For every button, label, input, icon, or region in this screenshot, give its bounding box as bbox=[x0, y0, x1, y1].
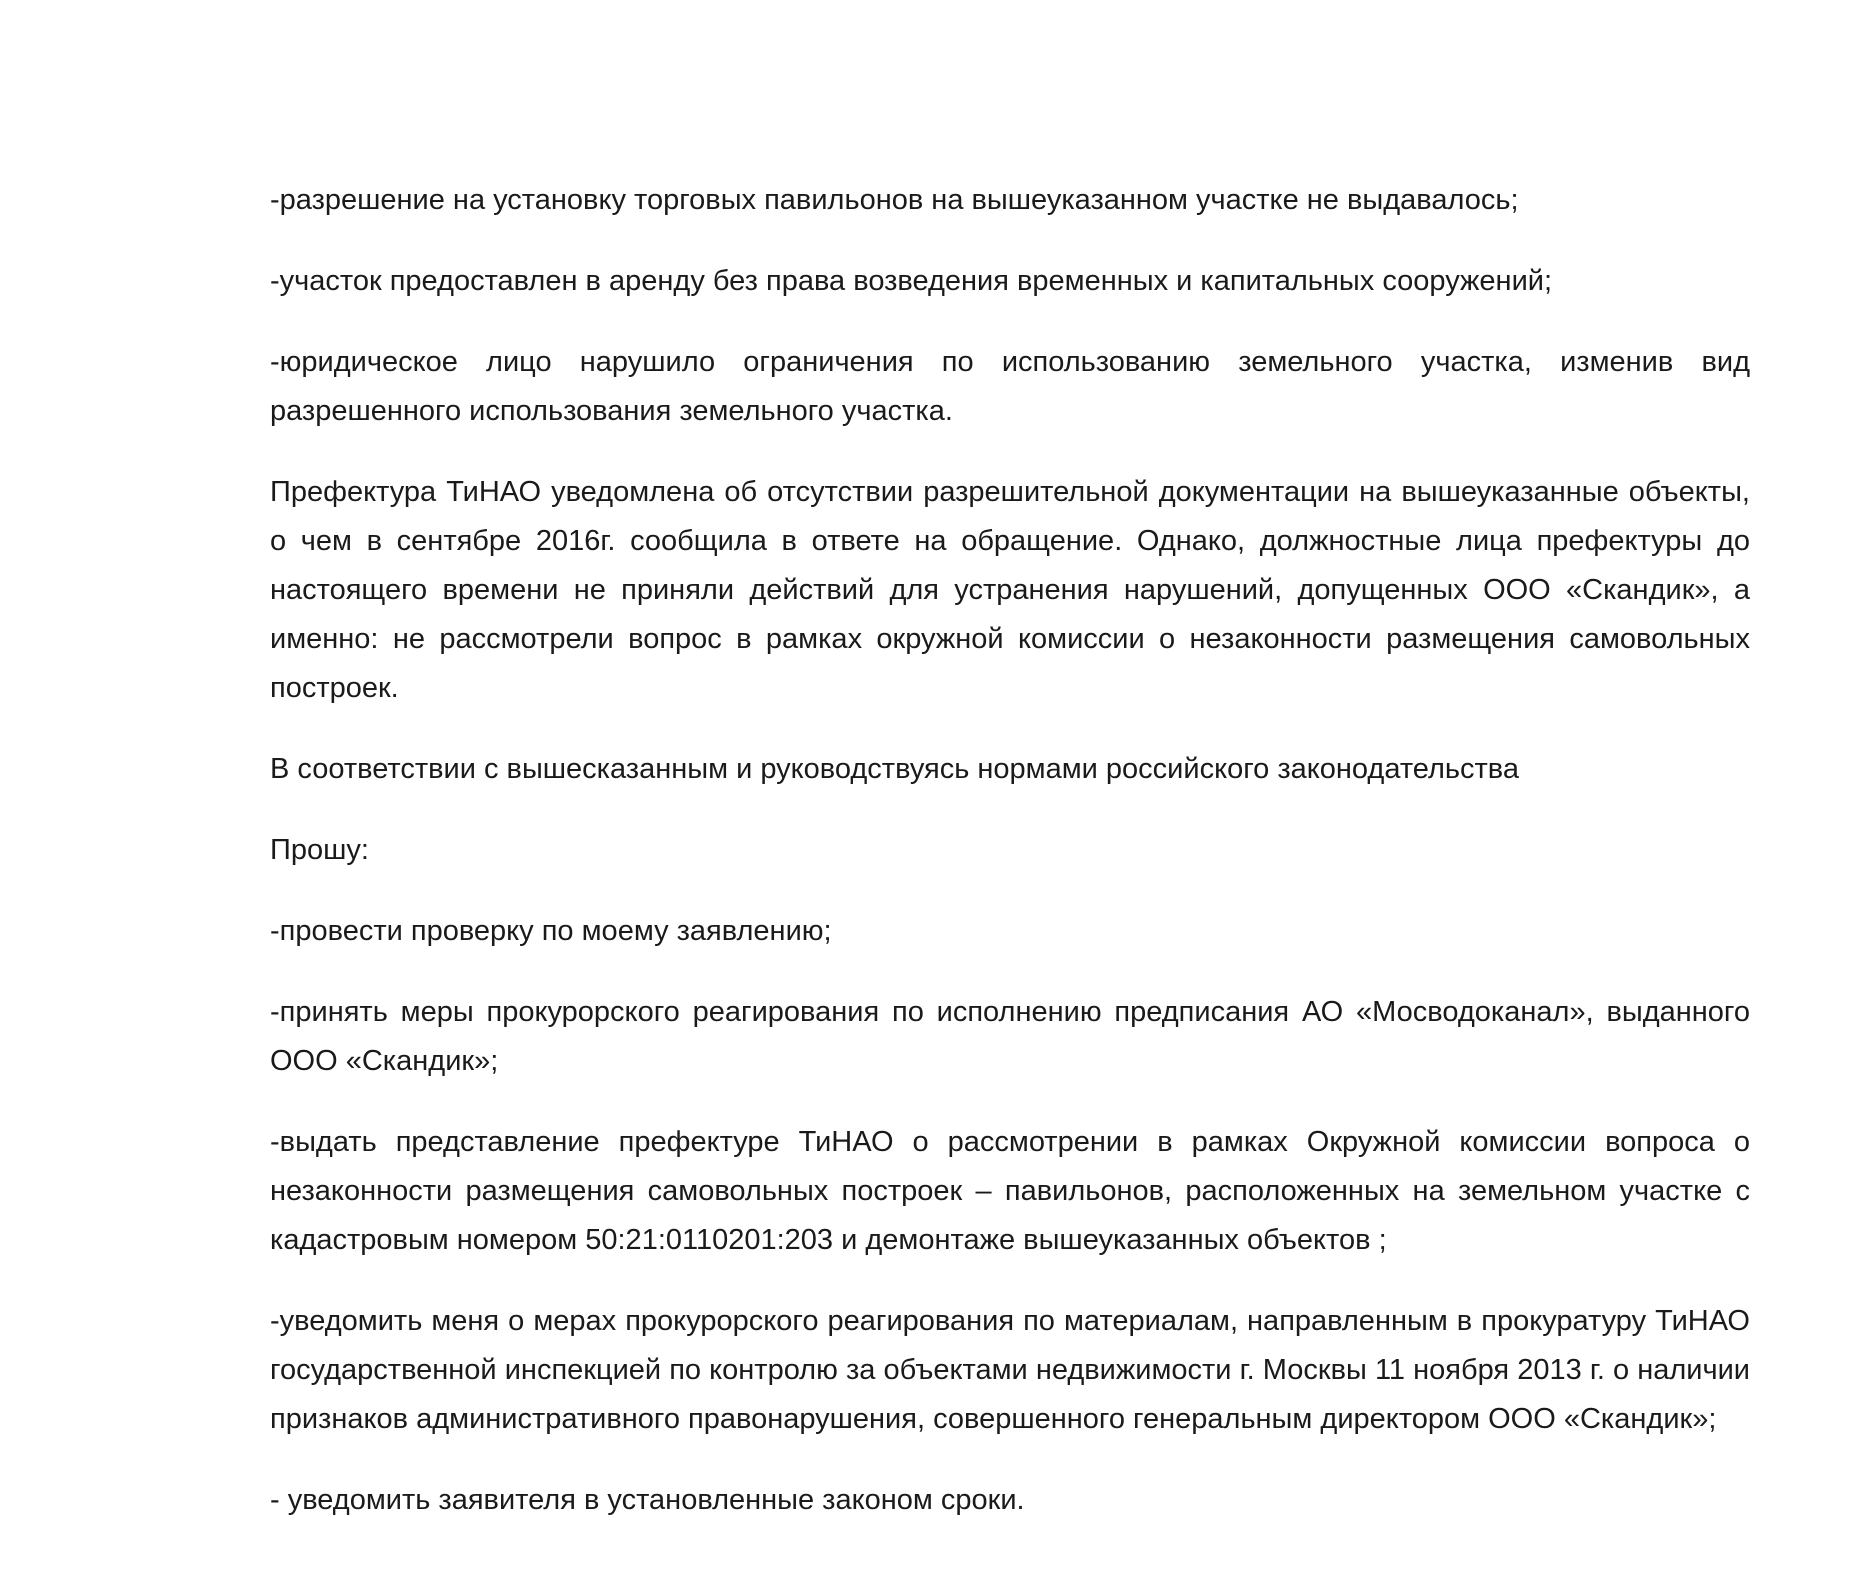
document-body bbox=[270, 176, 1750, 1557]
paragraph-prefecture-notified: Префектура ТиНАО уведомлена об отсутствии разрешительной документации на вышеуказанные объекты, о чем в сентябре 2016г. сообщила в ответе на обращение. Однако, должностные лица префектуры до настоящего времени не приняли действий для устранения нарушений, допущенных ООО «Скандик», а именно: не рассмотрели вопрос в рамках окружной комиссии о незаконности размещения самовольных построек. bbox=[270, 476, 1750, 704]
paragraph-land-use-violation: -юридическое лицо нарушило ограничения по использованию земельного участка, изменив вид разрешенного использования земельного участка. bbox=[270, 346, 1750, 427]
paragraph-request-prosecutor-measures: -принять меры прокурорского реагирования по исполнению предписания АО «Мосводоканал», выданного ООО «Скандик»; bbox=[270, 996, 1750, 1077]
paragraph-request-notify-measures: -уведомить меня о мерах прокурорского реагирования по материалам, направленным в прокуратуру ТиНАО государственной инспекцией по контролю за объектами недвижимости г. Москвы 11 ноября 2013 г. о наличии признаков административного правонарушения, совершенного генеральным директором ООО «Скандик»; bbox=[270, 1305, 1750, 1435]
paragraph-permit-not-issued: -разрешение на установку торговых павильонов на вышеуказанном участке не выдавалось; bbox=[270, 184, 1519, 216]
paragraph-lease-terms: -участок предоставлен в аренду без права возведения временных и капитальных сооружений; bbox=[270, 265, 1553, 297]
paragraph-request-prefecture-submission: -выдать представление префектуре ТиНАО о рассмотрении в рамках Окружной комиссии вопроса о незаконности размещения самовольных построек – павильонов, расположенных на земельном участке с кадастровым номером 50:21:0110201:203 и демонтаже вышеуказанных объектов ; bbox=[270, 1126, 1750, 1256]
paragraph-request-inspection: -провести проверку по моему заявлению; bbox=[270, 915, 832, 947]
paragraph-request-heading: Прошу: bbox=[270, 834, 369, 866]
paragraph-request-notify-applicant: - уведомить заявителя в установленные законом сроки. bbox=[270, 1484, 1025, 1516]
paragraph-legal-basis: В соответствии с вышесказанным и руководствуясь нормами российского законодательства bbox=[270, 753, 1519, 785]
